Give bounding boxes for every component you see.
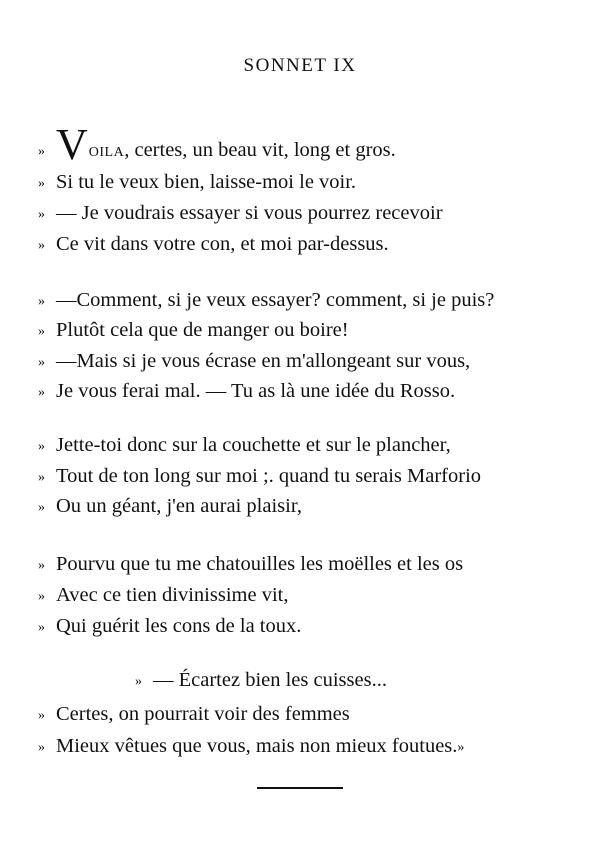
- quote-mark: »: [38, 740, 45, 755]
- quote-mark: »: [38, 470, 45, 485]
- quote-mark: »: [38, 385, 45, 400]
- quote-mark: »: [38, 620, 45, 635]
- line-text: —Mais si je vous écrase en m'allongeant sur vous,: [56, 350, 471, 372]
- quote-mark: »: [38, 324, 45, 339]
- poem-line: [38, 734, 464, 760]
- line-text: — Écartez bien les cuisses...: [153, 669, 387, 691]
- end-rule: [257, 787, 343, 789]
- quote-mark: »: [38, 176, 45, 191]
- poem-line: [38, 583, 288, 609]
- line-text: Pourvu que tu me chatouilles les moëlles et les os: [56, 553, 464, 575]
- poem-line: [38, 433, 451, 459]
- quote-mark: »: [38, 500, 45, 515]
- poem-line: [38, 318, 349, 344]
- line-text: — Je voudrais essayer si vous pourrez recevoir: [56, 202, 443, 224]
- line-text: Si tu le veux bien, laisse-moi le voir.: [56, 171, 357, 193]
- poem-line: [38, 232, 389, 258]
- quote-mark: »: [38, 558, 45, 573]
- quote-mark: »: [38, 207, 45, 222]
- quote-mark: »: [38, 238, 45, 253]
- poem-line: [38, 170, 356, 196]
- poem-line: [38, 702, 350, 728]
- quote-mark: »: [38, 355, 45, 370]
- line-text: Ou un géant, j'en aurai plaisir,: [56, 495, 302, 517]
- line-text: Certes, on pourrait voir des femmes: [56, 703, 350, 725]
- dropcap-letter: V: [56, 120, 88, 169]
- line-text: Ce vit dans votre con, et moi par-dessus.: [56, 233, 389, 255]
- poem-line: [38, 614, 301, 640]
- poem-line: [38, 494, 302, 520]
- line-text: Avec ce tien divinissime vit,: [56, 584, 289, 606]
- line-text: —Comment, si je veux essayer? comment, si je puis?: [56, 289, 495, 311]
- quote-mark: »: [135, 674, 142, 689]
- small-caps-word: OILA: [88, 145, 125, 160]
- quote-mark: »: [38, 439, 45, 454]
- poem-line: [38, 288, 494, 314]
- line-text: Mieux vêtues que vous, mais non mieux foutues.: [56, 735, 458, 757]
- quote-mark: »: [38, 589, 45, 604]
- closing-quote-mark: »: [457, 740, 465, 755]
- line-text: Tout de ton long sur moi ;. quand tu serais Marforio: [56, 465, 482, 487]
- poem-line: [38, 349, 470, 375]
- sonnet-title: SONNET IX: [243, 55, 357, 76]
- quote-mark: »: [38, 294, 45, 309]
- poem-line: [38, 464, 481, 490]
- quote-mark: »: [38, 708, 45, 723]
- poem-line: [38, 552, 463, 578]
- poem-line-indented: [135, 668, 387, 694]
- line-text: Je vous ferai mal. — Tu as là une idée du Rosso.: [56, 380, 456, 402]
- quote-mark: »: [38, 144, 45, 159]
- line-text: Jette-toi donc sur la couchette et sur le plancher,: [56, 434, 451, 456]
- poem-line: [38, 201, 443, 227]
- poem-line: [38, 120, 396, 169]
- line-text: Plutôt cela que de manger ou boire!: [56, 319, 349, 341]
- poem-line: [38, 379, 455, 405]
- line-text: Qui guérit les cons de la toux.: [56, 615, 302, 637]
- line-text: , certes, un beau vit, long et gros.: [124, 139, 396, 161]
